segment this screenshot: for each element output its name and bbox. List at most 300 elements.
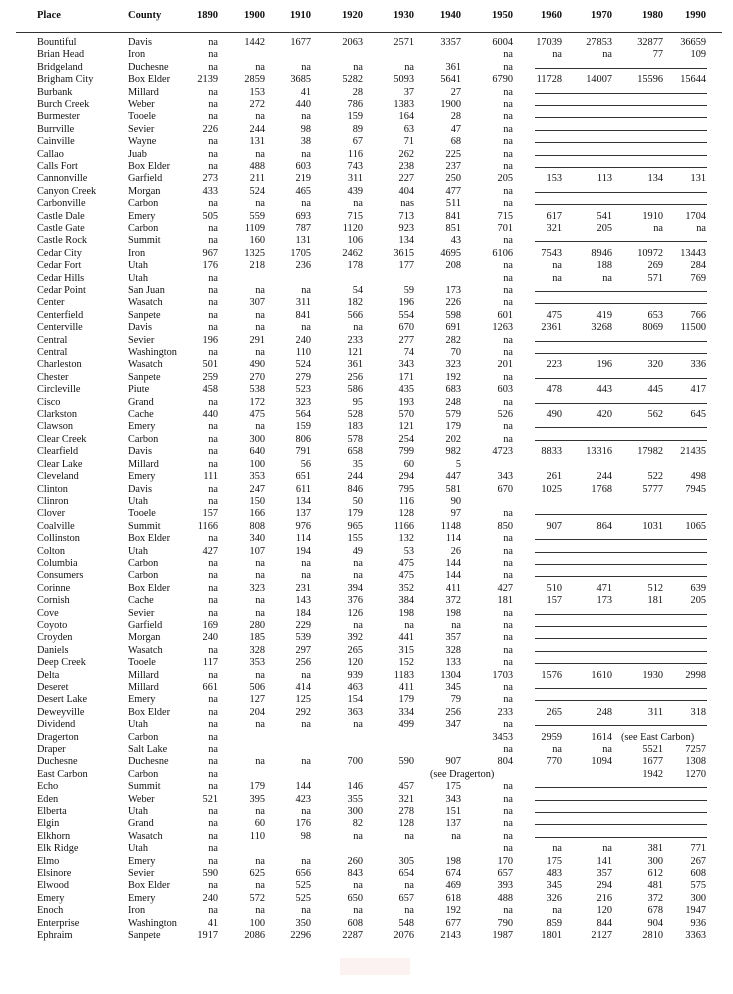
value-cell: 1610 xyxy=(591,669,612,681)
county-cell: Tooele xyxy=(128,111,156,123)
value-cell: 323 xyxy=(295,396,311,408)
value-cell: 334 xyxy=(398,706,414,718)
value-cell: 340 xyxy=(249,533,265,545)
value-cell: 352 xyxy=(398,582,414,594)
place-cell: Centerville xyxy=(37,322,83,334)
value-cell: 608 xyxy=(347,917,363,929)
value-cell: 28 xyxy=(352,86,363,98)
value-cell: 521 xyxy=(202,793,218,805)
place-cell: Castle Rock xyxy=(37,235,88,247)
value-cell: 490 xyxy=(249,359,265,371)
value-cell: 137 xyxy=(295,508,311,520)
value-cell: 1383 xyxy=(393,99,414,110)
value-cell: 150 xyxy=(249,495,265,507)
value-cell: na xyxy=(503,99,513,110)
county-cell: Carbon xyxy=(128,731,159,743)
value-cell: 82 xyxy=(352,818,363,830)
value-cell: 328 xyxy=(445,644,461,656)
value-cell: 477 xyxy=(445,185,461,197)
value-cell: 603 xyxy=(497,384,513,396)
table-row xyxy=(0,781,733,793)
value-cell: na xyxy=(208,421,218,433)
value-cell: 566 xyxy=(347,309,363,321)
value-cell: na xyxy=(208,644,218,656)
county-cell: Emery xyxy=(128,471,156,483)
value-cell: 1148 xyxy=(440,520,461,532)
value-cell: 2127 xyxy=(591,930,612,941)
value-cell: 2462 xyxy=(342,247,363,259)
value-cell: 71 xyxy=(403,136,414,148)
place-cell: Cisco xyxy=(37,396,61,408)
county-cell: Davis xyxy=(128,37,153,48)
place-cell: Central xyxy=(37,334,68,346)
place-cell: Desert Lake xyxy=(37,694,88,706)
value-cell: 32877 xyxy=(637,37,663,48)
value-cell: 505 xyxy=(202,210,218,222)
county-cell: Grand xyxy=(128,396,154,408)
value-cell: 107 xyxy=(249,545,265,557)
county-cell: Davis xyxy=(128,446,153,458)
value-cell: 510 xyxy=(546,582,562,594)
value-cell: na xyxy=(503,719,513,731)
value-cell: na xyxy=(602,743,612,755)
value-cell: 53 xyxy=(403,545,414,557)
value-cell: 639 xyxy=(690,582,706,594)
county-cell: Davis xyxy=(128,322,153,334)
value-cell: 579 xyxy=(445,409,461,421)
value-cell: na xyxy=(503,260,513,272)
value-cell: 427 xyxy=(202,545,218,557)
value-cell: 240 xyxy=(202,632,218,644)
county-cell: Weber xyxy=(128,793,155,805)
value-cell: 321 xyxy=(398,793,414,805)
county-cell: Piute xyxy=(128,384,150,396)
value-cell: 654 xyxy=(398,867,414,879)
value-cell: na xyxy=(353,61,363,73)
value-cell: 144 xyxy=(445,570,461,582)
place-cell: Eden xyxy=(37,793,59,805)
value-cell: 120 xyxy=(347,657,363,669)
no-data-line xyxy=(535,725,707,726)
table-row xyxy=(0,905,733,917)
no-data-line xyxy=(535,837,707,838)
place-cell: Cleveland xyxy=(37,471,79,483)
value-cell: na xyxy=(503,657,513,669)
value-cell: 137 xyxy=(445,818,461,830)
place-cell: Daniels xyxy=(37,644,69,656)
value-cell: 179 xyxy=(249,781,265,793)
county-cell: Sanpete xyxy=(128,309,161,321)
value-cell: 423 xyxy=(295,793,311,805)
value-cell: na xyxy=(208,161,218,173)
value-cell: 236 xyxy=(295,260,311,272)
place-cell: Elkhorn xyxy=(37,830,71,842)
header-year: 1940 xyxy=(440,10,461,21)
value-cell: 151 xyxy=(445,805,461,817)
value-cell: 443 xyxy=(596,384,612,396)
value-cell: 581 xyxy=(445,483,461,495)
value-cell: 111 xyxy=(203,471,218,483)
value-cell: 923 xyxy=(398,223,414,235)
value-cell: na xyxy=(353,198,363,210)
value-cell: 146 xyxy=(347,781,363,793)
no-data-line xyxy=(535,142,707,143)
county-cell: Weber xyxy=(128,99,155,110)
value-cell: 939 xyxy=(347,669,363,681)
value-cell: 95 xyxy=(352,396,363,408)
value-cell: na xyxy=(503,508,513,520)
place-cell: Echo xyxy=(37,781,59,793)
header-year: 1900 xyxy=(244,10,265,21)
value-cell: na xyxy=(255,61,265,73)
place-cell: Clarkston xyxy=(37,409,78,421)
place-cell: Center xyxy=(37,297,65,309)
value-cell: 1183 xyxy=(393,669,414,681)
value-cell: na xyxy=(503,123,513,135)
table-row xyxy=(0,297,733,309)
no-data-line xyxy=(535,564,707,565)
value-cell: 196 xyxy=(398,297,414,309)
value-cell: 154 xyxy=(347,694,363,706)
value-cell: 1987 xyxy=(492,930,513,941)
value-cell: 14007 xyxy=(586,74,612,86)
value-cell: 414 xyxy=(295,681,311,693)
value-cell: na xyxy=(208,148,218,160)
value-cell: 465 xyxy=(295,185,311,197)
table-row xyxy=(0,818,733,830)
value-cell: 262 xyxy=(398,148,414,160)
value-cell: 357 xyxy=(596,867,612,879)
value-cell: 244 xyxy=(596,471,612,483)
table-row xyxy=(0,657,733,669)
place-cell: Ephraim xyxy=(37,930,73,941)
county-cell: Tooele xyxy=(128,657,156,669)
value-cell: 440 xyxy=(202,409,218,421)
value-cell: 265 xyxy=(347,644,363,656)
value-cell: na xyxy=(208,843,218,855)
value-cell: 1304 xyxy=(440,669,461,681)
value-cell: na xyxy=(353,322,363,334)
value-cell: na xyxy=(653,223,663,235)
value-cell: 2086 xyxy=(244,930,265,941)
table-row xyxy=(0,595,733,607)
value-cell: 175 xyxy=(546,855,562,867)
value-cell: 4695 xyxy=(440,247,461,259)
value-cell: na xyxy=(208,347,218,359)
value-cell: 904 xyxy=(647,917,663,929)
value-cell: 1917 xyxy=(197,930,218,941)
table-row xyxy=(0,434,733,446)
no-data-line xyxy=(535,105,707,106)
value-cell: 841 xyxy=(295,309,311,321)
value-cell: 173 xyxy=(445,285,461,297)
value-cell: 2959 xyxy=(541,731,562,743)
no-data-line xyxy=(535,638,707,639)
county-cell: Carbon xyxy=(128,433,159,445)
no-data-line xyxy=(535,93,707,94)
value-cell: 172 xyxy=(249,396,265,408)
value-cell: 240 xyxy=(202,892,218,904)
value-cell: 440 xyxy=(295,99,311,110)
value-cell: na xyxy=(301,669,311,681)
value-cell: na xyxy=(208,396,218,408)
value-cell: na xyxy=(503,272,513,284)
value-cell: 617 xyxy=(546,210,562,222)
place-cell: Draper xyxy=(37,743,66,755)
value-cell: 226 xyxy=(445,297,461,309)
table-row xyxy=(0,384,733,396)
value-cell: na xyxy=(301,322,311,334)
county-cell: Sevier xyxy=(128,123,155,135)
value-cell: 227 xyxy=(398,173,414,185)
value-cell: 347 xyxy=(445,719,461,731)
value-cell: na xyxy=(208,855,218,867)
table-row xyxy=(0,868,733,880)
value-cell: 625 xyxy=(249,867,265,879)
value-cell: na xyxy=(602,272,612,284)
value-cell: 5777 xyxy=(642,483,663,495)
table-row xyxy=(0,769,733,781)
county-cell: Millard xyxy=(128,458,159,470)
table-row xyxy=(0,397,733,409)
value-cell: na xyxy=(255,285,265,297)
value-cell: 144 xyxy=(295,781,311,793)
value-cell: 475 xyxy=(249,409,265,421)
value-cell: 294 xyxy=(596,880,612,892)
value-cell: 355 xyxy=(347,793,363,805)
value-cell: 538 xyxy=(249,384,265,396)
value-cell: 98 xyxy=(300,123,311,135)
county-cell: Utah xyxy=(128,545,149,557)
page-stamp xyxy=(340,958,410,975)
value-cell: 1900 xyxy=(440,99,461,110)
value-cell: na xyxy=(404,619,414,631)
value-cell: 305 xyxy=(398,855,414,867)
county-cell: Sanpete xyxy=(128,371,161,383)
value-cell: 601 xyxy=(497,309,513,321)
value-cell: na xyxy=(404,61,414,73)
no-data-line xyxy=(535,539,707,540)
value-cell: na xyxy=(208,223,218,235)
value-cell: 260 xyxy=(347,855,363,867)
value-cell: na xyxy=(503,743,513,755)
value-cell: 164 xyxy=(398,111,414,123)
county-cell: Millard xyxy=(128,669,159,681)
value-cell: 59 xyxy=(403,285,414,297)
value-cell: 2296 xyxy=(290,930,311,941)
value-cell: 2998 xyxy=(685,669,706,681)
place-cell: Elwood xyxy=(37,880,70,892)
value-cell: 967 xyxy=(202,247,218,259)
value-cell: 27 xyxy=(450,86,461,98)
no-data-line xyxy=(535,651,707,652)
place-cell: Elberta xyxy=(37,805,67,817)
no-data-line xyxy=(535,291,707,292)
value-cell: 488 xyxy=(249,161,265,173)
value-cell: 134 xyxy=(398,235,414,247)
value-cell: 323 xyxy=(445,359,461,371)
table-row xyxy=(0,930,733,942)
value-cell: 361 xyxy=(347,359,363,371)
value-cell: 307 xyxy=(249,297,265,309)
place-cell: Corinne xyxy=(37,582,71,594)
place-cell: Croyden xyxy=(37,632,73,644)
value-cell: na xyxy=(255,557,265,569)
value-cell: 447 xyxy=(445,471,461,483)
value-cell: 43 xyxy=(450,235,461,247)
county-cell: Sevier xyxy=(128,334,155,346)
value-cell: 441 xyxy=(398,632,414,644)
table-row xyxy=(0,149,733,161)
value-cell: 194 xyxy=(295,545,311,557)
no-data-line xyxy=(535,787,707,788)
value-cell: na xyxy=(208,595,218,607)
value-cell: 343 xyxy=(398,359,414,371)
value-cell: 1947 xyxy=(685,905,706,917)
no-data-line xyxy=(535,800,707,801)
value-cell: 657 xyxy=(398,892,414,904)
value-cell: 691 xyxy=(445,322,461,334)
county-cell: Summit xyxy=(128,781,161,793)
note-text: (see East Carbon) xyxy=(621,731,695,743)
value-cell: na xyxy=(208,86,218,98)
value-cell: 475 xyxy=(398,557,414,569)
value-cell: 196 xyxy=(596,359,612,371)
value-cell: nas xyxy=(400,198,414,210)
value-cell: 183 xyxy=(347,421,363,433)
value-cell: 384 xyxy=(398,595,414,607)
value-cell: 169 xyxy=(202,619,218,631)
value-cell: 134 xyxy=(647,173,663,185)
value-cell: 612 xyxy=(647,867,663,879)
value-cell: 575 xyxy=(690,880,706,892)
table-row xyxy=(0,645,733,657)
value-cell: 651 xyxy=(295,471,311,483)
value-cell: 554 xyxy=(398,309,414,321)
value-cell: 126 xyxy=(347,607,363,619)
value-cell: na xyxy=(503,297,513,309)
place-cell: Deseret xyxy=(37,681,69,693)
value-cell: 153 xyxy=(249,86,265,98)
value-cell: 280 xyxy=(249,619,265,631)
value-cell: 790 xyxy=(497,917,513,929)
value-cell: 488 xyxy=(497,892,513,904)
value-cell: na xyxy=(301,198,311,210)
value-cell: 117 xyxy=(202,657,218,669)
value-cell: na xyxy=(208,694,218,706)
value-cell: 36659 xyxy=(680,37,706,48)
value-cell: 17039 xyxy=(536,37,562,48)
county-cell: Millard xyxy=(128,86,159,98)
county-cell: Utah xyxy=(128,843,149,855)
value-cell: 345 xyxy=(445,681,461,693)
value-cell: 353 xyxy=(249,657,265,669)
value-cell: 501 xyxy=(202,359,218,371)
value-cell: na xyxy=(208,49,218,61)
value-cell: 320 xyxy=(647,359,663,371)
place-cell: Charleston xyxy=(37,359,82,371)
value-cell: 713 xyxy=(398,210,414,222)
value-cell: 650 xyxy=(347,892,363,904)
table-row xyxy=(0,347,733,359)
value-cell: 192 xyxy=(445,371,461,383)
value-cell: 13443 xyxy=(680,247,706,259)
header-year: 1930 xyxy=(393,10,414,21)
value-cell: 795 xyxy=(398,483,414,495)
value-cell: 433 xyxy=(202,185,218,197)
header-year: 1970 xyxy=(591,10,612,21)
value-cell: 205 xyxy=(690,595,706,607)
value-cell: 1263 xyxy=(492,322,513,334)
place-cell: Centerfield xyxy=(37,309,84,321)
value-cell: 223 xyxy=(546,359,562,371)
table-row xyxy=(0,421,733,433)
value-cell: 469 xyxy=(445,880,461,892)
value-cell: 184 xyxy=(295,607,311,619)
value-cell: na xyxy=(503,619,513,631)
county-cell: Washington xyxy=(128,347,177,359)
value-cell: 219 xyxy=(295,173,311,185)
value-cell: na xyxy=(503,830,513,842)
value-cell: 771 xyxy=(690,843,706,855)
value-cell: na xyxy=(404,905,414,917)
county-cell: Cache xyxy=(128,595,154,607)
county-cell: Garfield xyxy=(128,619,163,631)
no-data-line xyxy=(535,155,707,156)
value-cell: 152 xyxy=(398,657,414,669)
place-cell: Brigham City xyxy=(37,74,94,86)
value-cell: na xyxy=(208,483,218,495)
place-cell: Chester xyxy=(37,371,69,383)
value-cell: 478 xyxy=(546,384,562,396)
value-cell: na xyxy=(208,61,218,73)
value-cell: na xyxy=(503,545,513,557)
value-cell: 181 xyxy=(647,595,663,607)
place-cell: Dragerton xyxy=(37,731,79,743)
no-data-line xyxy=(535,403,707,404)
no-data-line xyxy=(535,824,707,825)
value-cell: 458 xyxy=(202,384,218,396)
place-cell: Coyoto xyxy=(37,619,68,631)
value-cell: 179 xyxy=(398,694,414,706)
value-cell: na xyxy=(208,285,218,297)
place-cell: Cainville xyxy=(37,136,75,148)
value-cell: 420 xyxy=(596,409,612,421)
value-cell: 110 xyxy=(295,347,311,359)
value-cell: 7945 xyxy=(685,483,706,495)
value-cell: na xyxy=(301,905,311,917)
place-cell: Clearfield xyxy=(37,446,79,458)
value-cell: na xyxy=(503,421,513,433)
value-cell: 766 xyxy=(690,309,706,321)
value-cell: 435 xyxy=(398,384,414,396)
value-cell: na xyxy=(503,86,513,98)
value-cell: 806 xyxy=(295,433,311,445)
value-cell: 198 xyxy=(398,607,414,619)
value-cell: 321 xyxy=(546,223,562,235)
value-cell: na xyxy=(255,855,265,867)
value-cell: na xyxy=(301,570,311,582)
value-cell: na xyxy=(255,309,265,321)
value-cell: 2810 xyxy=(642,930,663,941)
value-cell: 1166 xyxy=(197,520,218,532)
place-cell: Castle Dale xyxy=(37,210,85,222)
value-cell: 141 xyxy=(596,855,612,867)
value-cell: 60 xyxy=(254,818,265,830)
value-cell: 506 xyxy=(249,681,265,693)
value-cell: 233 xyxy=(497,706,513,718)
table-row xyxy=(0,620,733,632)
